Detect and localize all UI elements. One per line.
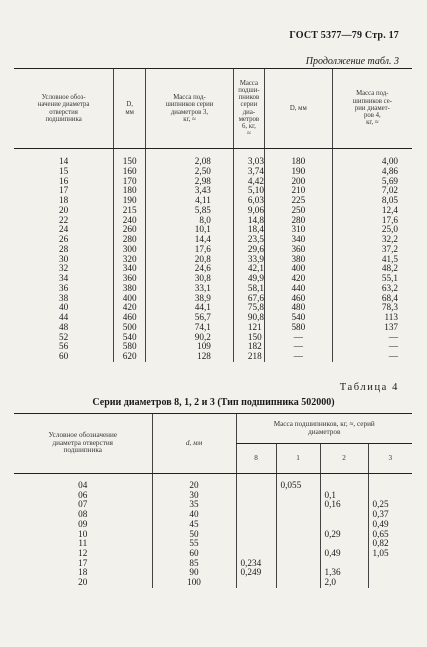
table-cell: 109 <box>146 342 234 352</box>
table-row <box>14 491 412 501</box>
table-cell: 09 <box>78 518 88 529</box>
table-row <box>14 264 412 274</box>
table-cell: 29,6 <box>233 245 264 255</box>
table-cell <box>276 568 320 578</box>
table-cell: 18 <box>59 195 69 205</box>
table-cell <box>276 539 320 549</box>
table-row <box>14 235 412 245</box>
table-cell: 0,055 <box>276 474 320 491</box>
table-row <box>14 352 412 362</box>
table-cell <box>236 500 276 510</box>
table-row <box>14 313 412 323</box>
table-row <box>14 196 412 206</box>
table-cell: 04 <box>78 480 88 490</box>
table-cell: 0,1 <box>320 491 368 501</box>
column-header-0: Условное обоз- начение диаметра отверстия подшипника <box>14 69 114 149</box>
table-cell: 400 <box>114 294 146 304</box>
table-cell: 30,8 <box>146 274 234 284</box>
table-cell: 4,42 <box>233 177 264 187</box>
table-cell: 14 <box>59 156 69 166</box>
table-row <box>14 216 412 226</box>
series-header-2: 2 <box>320 444 368 474</box>
table-row <box>14 559 412 569</box>
table-cell: 35 <box>152 500 236 510</box>
table-cell: 150 <box>233 333 264 343</box>
table-cell: 200 <box>264 177 332 187</box>
table-row <box>14 274 412 284</box>
table-cell: 06 <box>78 489 88 500</box>
table-cell: 75,8 <box>233 303 264 313</box>
table-row <box>14 177 412 187</box>
table-cell: 30 <box>152 491 236 501</box>
table-cell: 100 <box>152 578 236 588</box>
table-cell <box>236 491 276 501</box>
table-cell: 48 <box>59 321 69 332</box>
table-cell: 44,1 <box>146 303 234 313</box>
table-cell: 5,85 <box>146 206 234 216</box>
table-cell: 2,50 <box>146 167 234 177</box>
table-cell <box>368 568 412 578</box>
table-row <box>14 186 412 196</box>
column-header-5: Масса под- шипников се- рии диамет- ров 4, кг, ≈ <box>332 69 412 149</box>
table-cell <box>276 530 320 540</box>
table-row <box>14 225 412 235</box>
table-row <box>14 255 412 265</box>
series-header-1: 1 <box>276 444 320 474</box>
table-cell: 10 <box>78 528 88 539</box>
table-cell: 240 <box>114 216 146 226</box>
table-cell: 56,7 <box>146 313 234 323</box>
table-row <box>14 333 412 343</box>
table-cell: 0,25 <box>368 500 412 510</box>
table-cell: 3,43 <box>146 186 234 196</box>
table-cell <box>320 474 368 491</box>
table-cell: 24 <box>59 224 69 235</box>
table-cell: 360 <box>264 245 332 255</box>
table-cell: 340 <box>264 235 332 245</box>
table-cell: 580 <box>264 323 332 333</box>
table-cell <box>236 539 276 549</box>
table-4-number: Таблица 4 <box>339 382 399 393</box>
table-cell: 0,249 <box>236 568 276 578</box>
table-cell: 20 <box>78 577 88 588</box>
column-header-1: D, мм <box>114 69 146 149</box>
table-cell: 113 <box>332 313 412 323</box>
table-cell: 5,69 <box>332 177 412 187</box>
table-row <box>14 549 412 559</box>
table-row <box>14 510 412 520</box>
table-cell: 78,3 <box>332 303 412 313</box>
table-row <box>14 520 412 530</box>
table-cell: 1,05 <box>368 549 412 559</box>
table-cell: 340 <box>114 264 146 274</box>
table-row <box>14 245 412 255</box>
table-cell: 182 <box>233 342 264 352</box>
table-cell: 90 <box>152 568 236 578</box>
table-cell: 210 <box>264 186 332 196</box>
table-cell: 25,0 <box>332 225 412 235</box>
table-cell <box>236 578 276 588</box>
table-cell: 38 <box>59 292 69 303</box>
table-row <box>14 149 412 167</box>
table-cell: 38,9 <box>146 294 234 304</box>
table-cell: 45 <box>152 520 236 530</box>
table-cell: 41,5 <box>332 255 412 265</box>
table-cell: — <box>264 342 332 352</box>
table-cell: 74,1 <box>146 323 234 333</box>
table-cell: 32 <box>59 263 69 274</box>
table-cell <box>236 520 276 530</box>
table-cell: 68,4 <box>332 294 412 304</box>
table-cell: — <box>332 333 412 343</box>
page-header: ГОСТ 5377—79 Стр. 17 <box>289 30 399 41</box>
table-cell: 7,02 <box>332 186 412 196</box>
table-cell: 56 <box>59 341 69 352</box>
column-header-2: Масса под- шипников серии диаметров 3, кг, ≈ <box>146 69 234 149</box>
table-cell: 9,06 <box>233 206 264 216</box>
table-cell: 20 <box>152 474 236 491</box>
table-cell: 121 <box>233 323 264 333</box>
table-cell: 22 <box>59 214 69 225</box>
table-cell: 26 <box>59 234 69 244</box>
table-cell: 85 <box>152 559 236 569</box>
table-cell: 67,6 <box>233 294 264 304</box>
table-cell: 160 <box>114 167 146 177</box>
table-cell: 33,9 <box>233 255 264 265</box>
table-cell: 215 <box>114 206 146 216</box>
table-cell: 28 <box>59 243 69 254</box>
table-cell: 460 <box>264 294 332 304</box>
table-cell: 30 <box>59 253 69 264</box>
table-cell: 20,8 <box>146 255 234 265</box>
table-row <box>14 303 412 313</box>
table-cell: 17,6 <box>332 216 412 226</box>
table-cell: 90,2 <box>146 333 234 343</box>
table-cell: 52 <box>59 331 69 342</box>
table-cell: 320 <box>114 255 146 265</box>
continuation-caption: Продолжение табл. 3 <box>305 56 399 67</box>
table-cell: 440 <box>264 284 332 294</box>
table-cell: 17,6 <box>146 245 234 255</box>
table-cell: 2,0 <box>320 578 368 588</box>
table-cell <box>276 549 320 559</box>
table-row <box>14 294 412 304</box>
table-row <box>14 500 412 510</box>
table-cell: 58,1 <box>233 284 264 294</box>
series-header-8: 8 <box>236 444 276 474</box>
table-cell <box>236 474 276 491</box>
table-3 <box>14 68 412 362</box>
column-header-4: D, мм <box>264 69 332 149</box>
table-cell: 50 <box>152 530 236 540</box>
table-cell: 48,2 <box>332 264 412 274</box>
table-cell <box>276 510 320 520</box>
table-cell: 17 <box>78 557 88 568</box>
table-cell: 2,98 <box>146 177 234 187</box>
table-cell: — <box>264 333 332 343</box>
table-cell: 24,6 <box>146 264 234 274</box>
table-cell: 42,1 <box>233 264 264 274</box>
table-cell: 90,8 <box>233 313 264 323</box>
table-cell: 137 <box>332 323 412 333</box>
table-cell: 40 <box>152 510 236 520</box>
table-cell: 310 <box>264 225 332 235</box>
table-row <box>14 323 412 333</box>
table-cell: 16 <box>59 175 69 186</box>
table-row <box>14 530 412 540</box>
table-cell: 60 <box>59 351 69 361</box>
table-cell: 1,36 <box>320 568 368 578</box>
column-header-3: Масса подши- пников серии диа- метров 6, кг, ≈ <box>233 69 264 149</box>
table-cell: 18 <box>78 567 88 578</box>
table-cell: — <box>332 352 412 362</box>
table-cell: 8,0 <box>146 216 234 226</box>
table-cell <box>276 520 320 530</box>
table-cell: 15 <box>59 165 69 176</box>
table-cell <box>236 530 276 540</box>
table-row <box>14 578 412 588</box>
table-cell <box>276 491 320 501</box>
table-cell: 180 <box>264 149 332 167</box>
table-cell: 49,9 <box>233 274 264 284</box>
table-cell: 0,49 <box>368 520 412 530</box>
table-cell: — <box>332 342 412 352</box>
table-cell: 5,10 <box>233 186 264 196</box>
table-cell: 400 <box>264 264 332 274</box>
column-header-d: d, мм <box>152 414 236 474</box>
table-cell: 33,1 <box>146 284 234 294</box>
table-4 <box>14 413 412 588</box>
table-cell: 218 <box>233 352 264 362</box>
table-cell: 620 <box>114 352 146 362</box>
column-header-mass: Масса подшипников, кг, ≈, серий диаметров <box>236 414 412 444</box>
table-cell: 225 <box>264 196 332 206</box>
table-cell: 190 <box>114 196 146 206</box>
table-cell: 23,5 <box>233 235 264 245</box>
table-cell: 20 <box>59 204 69 215</box>
table-cell: 11 <box>78 538 88 549</box>
table-cell: 0,65 <box>368 530 412 540</box>
table-cell: 6,03 <box>233 196 264 206</box>
table-cell: 63,2 <box>332 284 412 294</box>
table-cell: 18,4 <box>233 225 264 235</box>
table-cell: 380 <box>114 284 146 294</box>
table-cell: 380 <box>264 255 332 265</box>
table-cell: 480 <box>264 303 332 313</box>
table-cell: — <box>264 352 332 362</box>
table-cell: 300 <box>114 245 146 255</box>
table-cell: 32,2 <box>332 235 412 245</box>
table-row <box>14 568 412 578</box>
table-row <box>14 342 412 352</box>
table-4-title: Серии диаметров 8, 1, 2 и 3 (Тип подшипника 502000) <box>92 397 335 408</box>
table-cell: 8,05 <box>332 196 412 206</box>
column-header-bore: Условное обозначение диаметра отверстия подшипника <box>14 414 152 474</box>
table-cell: 60 <box>152 549 236 559</box>
table-cell: 420 <box>264 274 332 284</box>
table-cell: 17 <box>59 185 69 196</box>
table-cell <box>368 559 412 569</box>
table-cell <box>368 578 412 588</box>
table-cell <box>236 510 276 520</box>
table-row <box>14 284 412 294</box>
table-cell: 4,00 <box>332 149 412 167</box>
table-cell <box>276 559 320 569</box>
table-cell: 0,29 <box>320 530 368 540</box>
table-cell: 4,11 <box>146 196 234 206</box>
table-cell: 14,8 <box>233 216 264 226</box>
table-cell: 360 <box>114 274 146 284</box>
table-cell: 08 <box>78 509 88 520</box>
table-cell <box>276 500 320 510</box>
table-cell: 14,4 <box>146 235 234 245</box>
table-row <box>14 474 412 491</box>
table-cell: 4,86 <box>332 167 412 177</box>
table-cell: 34 <box>59 273 69 283</box>
table-cell: 44 <box>59 312 69 322</box>
table-cell: 0,49 <box>320 549 368 559</box>
table-cell: 500 <box>114 323 146 333</box>
table-cell: 07 <box>78 499 88 510</box>
table-cell: 190 <box>264 167 332 177</box>
table-row <box>14 206 412 216</box>
table-cell: 540 <box>114 333 146 343</box>
table-cell: 540 <box>264 313 332 323</box>
table-cell: 180 <box>114 186 146 196</box>
table-cell: 0,37 <box>368 510 412 520</box>
table-cell: 37,2 <box>332 245 412 255</box>
table-cell: 280 <box>114 235 146 245</box>
table-cell: 280 <box>264 216 332 226</box>
table-cell: 55,1 <box>332 274 412 284</box>
table-cell: 580 <box>114 342 146 352</box>
table-cell: 420 <box>114 303 146 313</box>
table-cell: 12,4 <box>332 206 412 216</box>
table-cell: 3,74 <box>233 167 264 177</box>
table-cell: 2,08 <box>146 149 234 167</box>
table-cell: 55 <box>152 539 236 549</box>
table-cell: 170 <box>114 177 146 187</box>
table-row <box>14 167 412 177</box>
series-header-3: 3 <box>368 444 412 474</box>
table-cell <box>320 510 368 520</box>
table-cell: 460 <box>114 313 146 323</box>
table-cell: 128 <box>146 352 234 362</box>
table-cell: 40 <box>59 302 69 313</box>
table-cell <box>276 578 320 588</box>
table-cell: 260 <box>114 225 146 235</box>
table-cell: 36 <box>59 282 69 293</box>
table-cell: 250 <box>264 206 332 216</box>
table-cell: 10,1 <box>146 225 234 235</box>
table-row <box>14 539 412 549</box>
table-cell <box>368 474 412 491</box>
table-cell: 3,03 <box>233 149 264 167</box>
table-cell: 12 <box>78 547 88 558</box>
table-cell: 150 <box>114 149 146 167</box>
table-cell: 0,16 <box>320 500 368 510</box>
table-cell: 0,82 <box>368 539 412 549</box>
table-cell: 0,234 <box>236 559 276 569</box>
